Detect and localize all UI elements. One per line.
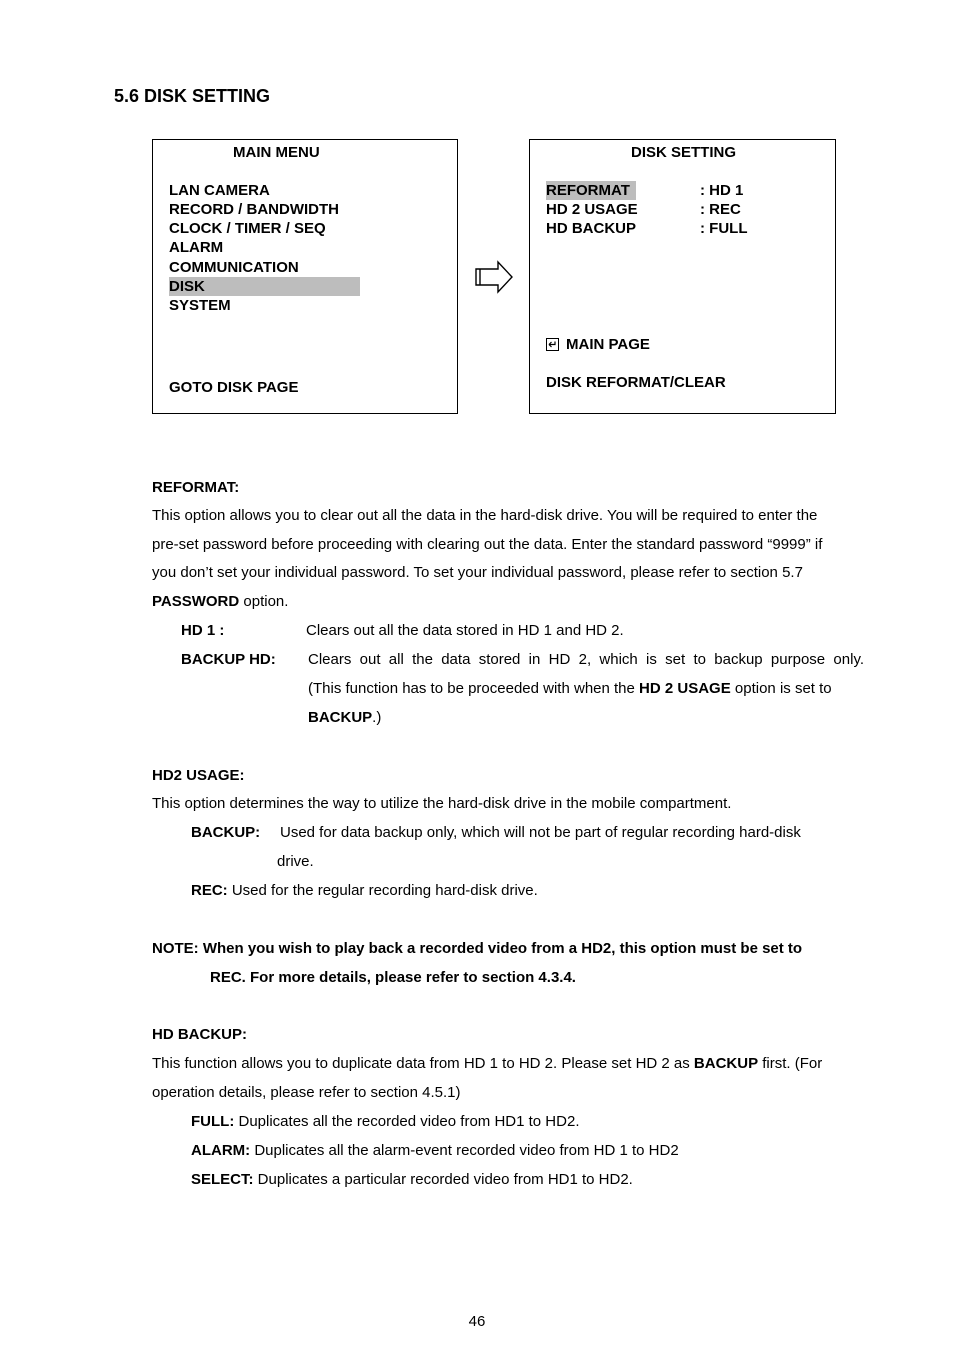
hd2-usage-term: HD 2 USAGE [639,680,731,697]
goto-disk-page[interactable]: GOTO DISK PAGE [169,379,299,396]
hd2-backup-label: BACKUP: [191,824,261,841]
backup-hd-text-line2c: option is set to [730,680,832,697]
hd1-text: Clears out all the data stored in HD 1 and HD 2. [306,622,624,639]
full-label: FULL: [191,1113,235,1130]
menu-item-record-bandwidth[interactable]: RECORD / BANDWIDTH [169,201,339,218]
hd-backup-desc-line2: operation details, please refer to section 4.5.1) [152,1084,461,1101]
select-text: Duplicates a particular recorded video from HD1 to HD2. [253,1171,633,1188]
alarm-text: Duplicates all the alarm-event recorded video from HD 1 to HD2 [250,1142,679,1159]
password-term: PASSWORD [152,593,240,610]
reformat-value: : HD 1 [700,182,744,199]
backup-hd-text-line3b: .) [372,709,382,726]
hd2-usage-value: : REC [700,201,741,218]
select-line [191,1171,633,1188]
note-line2: REC. For more details, please refer to section 4.3.4. [210,969,576,986]
rec-label: REC: [191,882,228,899]
hd-backup-section-title: HD BACKUP: [152,1026,247,1043]
reformat-desc-line4 [152,593,288,610]
disk-reformat-clear[interactable]: DISK REFORMAT/CLEAR [546,374,726,391]
main-menu-title: MAIN MENU [233,144,320,161]
hd-backup-desc-line1a: This function allows you to duplicate data from HD 1 to HD 2. Please set HD 2 as [152,1055,694,1072]
hd2-usage-section-title: HD2 USAGE: [152,767,245,784]
backup-hd-label: BACKUP HD: [181,651,276,668]
menu-item-disk-selected[interactable]: DISK [169,277,360,296]
main-menu-panel [152,139,458,414]
reformat-desc-line2: pre-set password before proceeding with clearing out the data. Enter the standard password “9999” if [152,536,823,553]
hd-backup-value: : FULL [700,220,748,237]
reformat-option-selected[interactable]: REFORMAT [546,181,636,200]
main-page-link[interactable]: MAIN PAGE [566,336,650,353]
hd-backup-desc-line1c: first. (For [758,1055,823,1072]
hd2-usage-desc: This option determines the way to utilize the hard-disk drive in the mobile compartment. [152,795,732,812]
menu-item-communication[interactable]: COMMUNICATION [169,259,299,276]
alarm-label: ALARM: [191,1142,251,1159]
hd2-usage-option[interactable]: HD 2 USAGE [546,201,638,218]
backup-hd-text-line1: Clears out all the data stored in HD 2, which is set to backup purpose only. [308,651,864,668]
rec-text: Used for the regular recording hard-disk drive. [227,882,538,899]
menu-item-alarm[interactable]: ALARM [169,239,224,256]
hd-backup-backup-term: BACKUP [693,1055,759,1072]
select-label: SELECT: [191,1171,254,1188]
full-line [191,1113,579,1130]
reformat-desc-line1: This option allows you to clear out all the data in the hard-disk drive. You will be required to enter the [152,507,818,524]
page-heading: 5.6 DISK SETTING [114,86,271,106]
hd1-label: HD 1 : [181,622,225,639]
reformat-desc-line3: you don’t set your individual password. To set your individual password, please refer to section 5.7 [152,564,803,581]
backup-hd-text-line3 [308,709,381,726]
hd2-backup-text-line1: Used for data backup only, which will not be part of regular recording hard-disk [280,824,801,841]
full-text: Duplicates all the recorded video from HD1 to HD2. [234,1113,580,1130]
page-number: 46 [468,1313,486,1330]
menu-item-system[interactable]: SYSTEM [169,297,231,314]
hd-backup-desc-line1 [152,1055,822,1072]
menu-item-lan-camera[interactable]: LAN CAMERA [169,182,270,199]
reformat-section-title: REFORMAT: [152,479,240,496]
disk-setting-title: DISK SETTING [631,144,737,161]
alarm-line [191,1142,679,1159]
backup-hd-text-line2a: (This function has to be proceeded with when the [308,680,640,697]
reformat-desc-line4-rest: option. [239,593,289,610]
menu-item-clock-timer-seq[interactable]: CLOCK / TIMER / SEQ [169,220,326,237]
note-line1: NOTE: When you wish to play back a recorded video from a HD2, this option must be set to [152,940,803,957]
backup-hd-text-line2 [308,680,832,697]
disk-setting-panel [529,139,836,414]
backup-term: BACKUP [308,709,373,726]
hd-backup-option[interactable]: HD BACKUP [546,220,636,237]
hd2-backup-text-line2: drive. [277,853,314,870]
right-arrow-icon [474,260,514,294]
hd2-rec-line [191,882,538,899]
return-icon [546,338,559,351]
